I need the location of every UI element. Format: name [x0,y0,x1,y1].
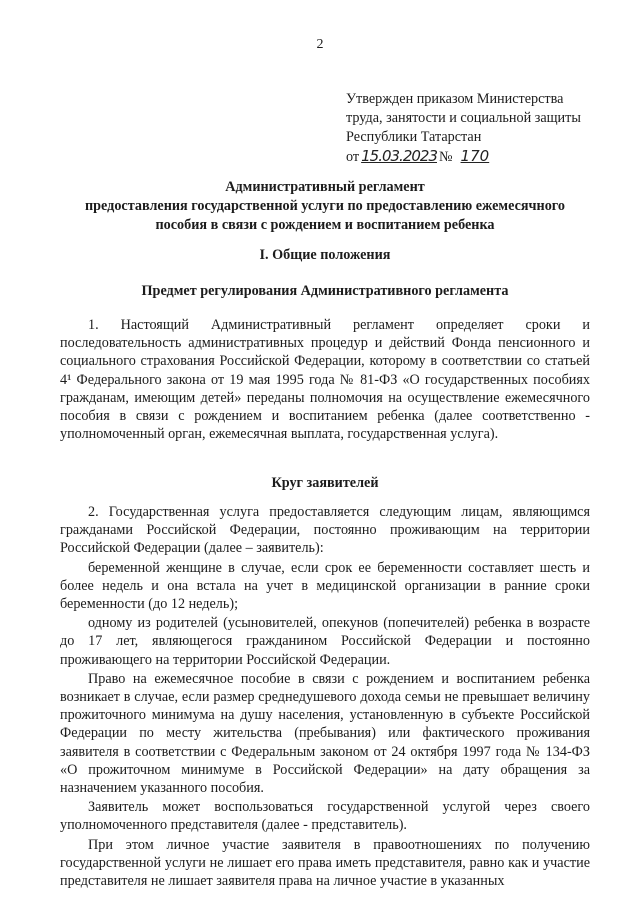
document-title [60,178,590,235]
approval-date: 15.03.2023 [361,147,437,165]
document-title-line-3: пособия в связи с рождением и воспитанием ребенка [155,217,495,233]
subsection-heading-applicants: Круг заявителей [271,475,379,491]
paragraph: 2. Государственная услуга предоставляется следующим лицам, являющимся гражданами Российской Федерации, постоянно проживающим на территории Российской Федерации (далее – заявитель): [60,504,590,557]
approval-block [346,90,581,167]
paragraph: одному из родителей (усыновителей, опекунов (попечителей) ребенка в возрасте до 17 лет, являющегося гражданином Российской Федерации и постоянно проживающего на территории Российской Федерации. [60,615,590,668]
paragraph-1-text: 1. Настоящий Административный регламент определяет сроки и последовательность административных процедур и действий Фонда пенсионного и социального страхования Российской Федерации, которому в соответствии со статьей 4¹ Федерального закона от 19 мая 1995 года № 81-ФЗ «О государственных пособиях гражданам, имеющим детей» переданы полномочия на осуществление ежемесячного пособия в связи с рождением и воспитанием ребенка (далее соответственно - уполномоченный орган, ежемесячная выплата, государственная услуга). [60,317,590,443]
approval-from-label: от [346,149,360,165]
document-title-line-1: Административный регламент [225,179,425,195]
approval-number-label: № [439,149,453,165]
paragraph: При этом личное участие заявителя в правоотношениях по получению государственной услуги не лишает его права иметь представителя, равно как и участие представителя не лишает заявителя права на личное участие в указанных [60,836,590,890]
approval-line-3: Республики Татарстан [346,129,482,145]
paragraph-1 [60,316,590,443]
paragraph: Право на ежемесячное пособие в связи с рождением и воспитанием ребенка возникает в случае, если размер среднедушевого дохода семьи не превышает величину прожиточного минимума на душу населения, установленную в субъекте Российской Федерации по месту жительства (пребывания) или фактического проживания заявителя в соответствии с Федеральным законом от 24 октября 1997 года № 134-ФЗ «О прожиточном минимуме в Российской Федерации» на дату обращения за назначением указанного пособия. [60,670,590,797]
paragraph: беременной женщине в случае, если срок ее беременности составляет шесть и более недель и она встала на учет в медицинской организации в ранние сроки беременности (до 12 недель); [60,559,590,613]
applicants-section [60,503,590,890]
document-title-line-2: предоставления государственной услуги по предоставлению ежемесячного [84,198,565,214]
paragraph: Заявитель может воспользоваться государственной услугой через своего уполномоченного представителя (далее - представитель). [60,799,590,834]
approval-line-1: Утвержден приказом Министерства [346,91,564,107]
approval-number: 170 [460,147,490,165]
approval-line-2: труда, занятости и социальной защиты [346,110,581,126]
section-heading: I. Общие положения [259,247,391,263]
subsection-heading-subject: Предмет регулирования Административного регламента [141,283,509,299]
approval-date-line [346,147,581,167]
page-number: 2 [316,37,324,52]
